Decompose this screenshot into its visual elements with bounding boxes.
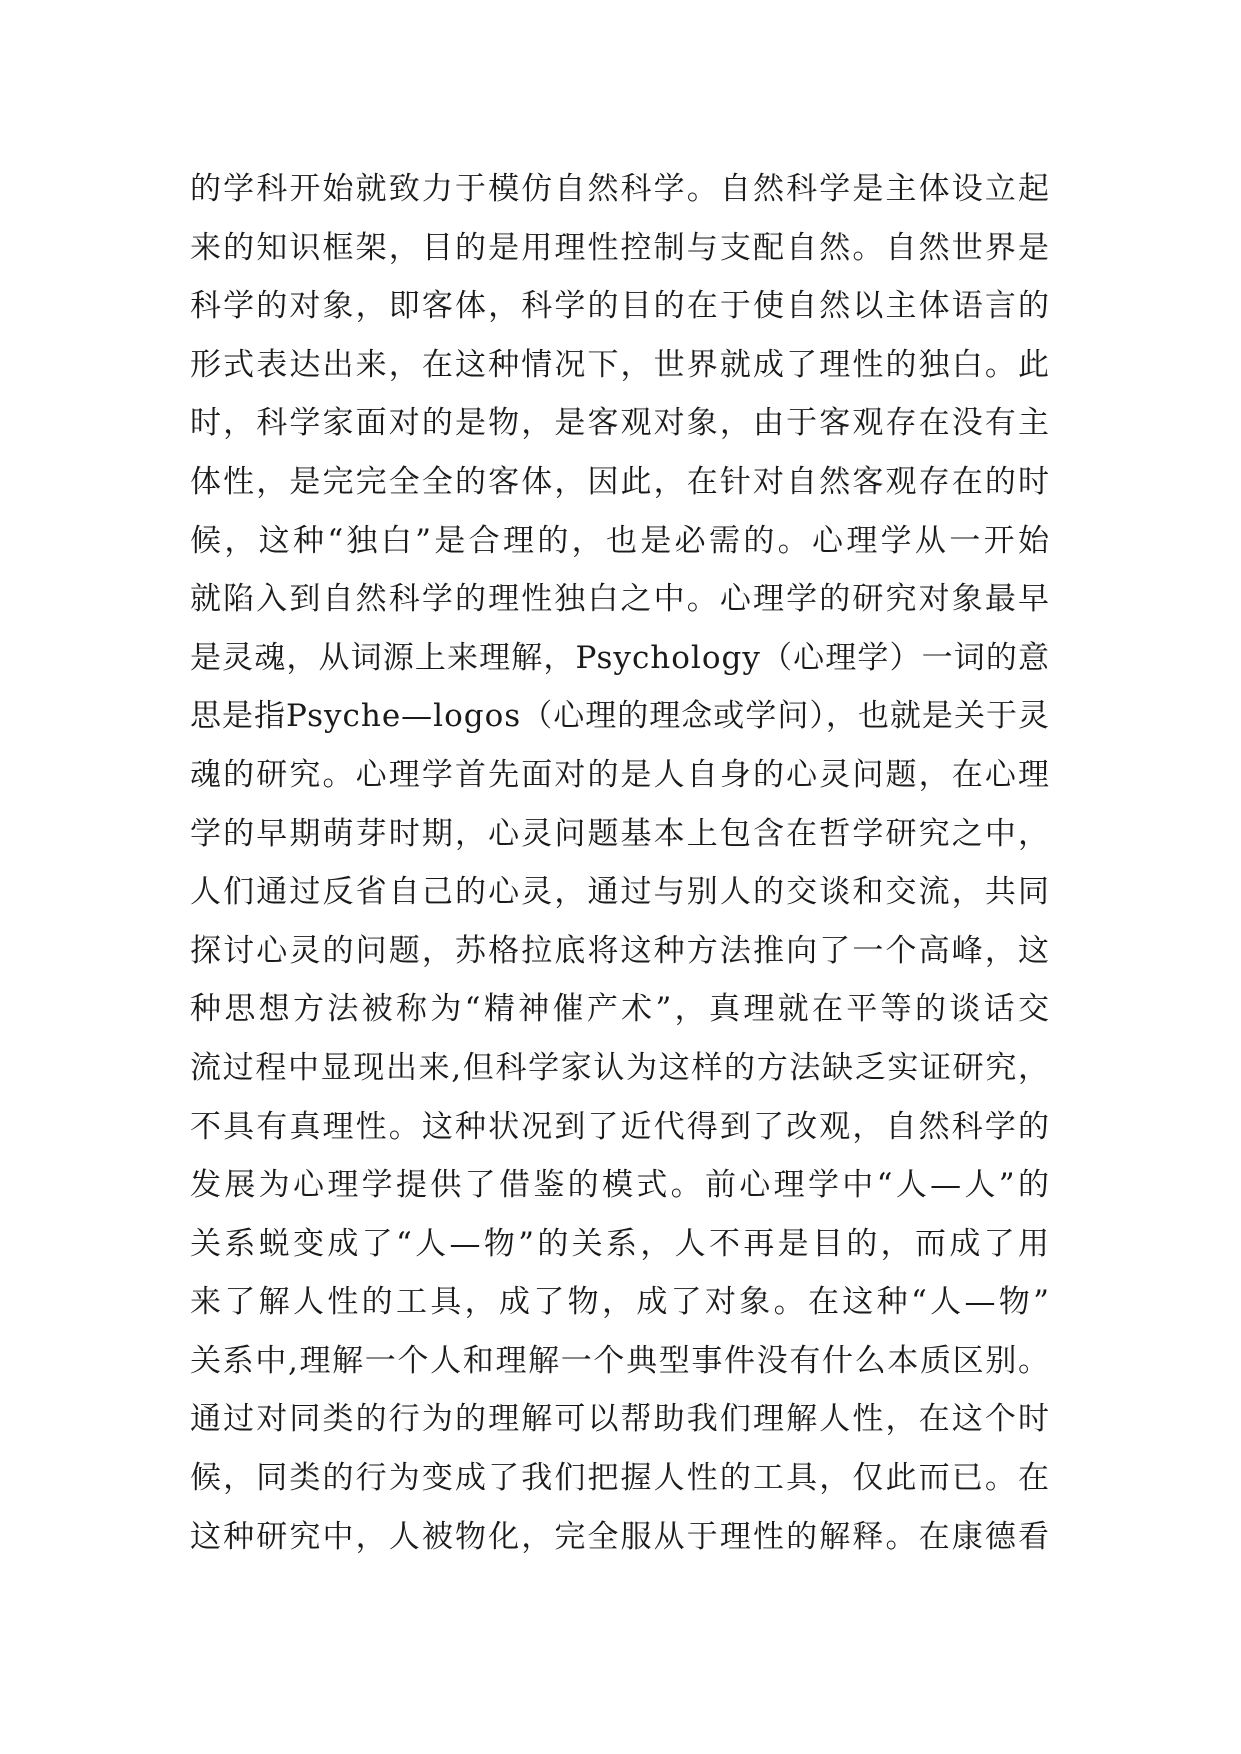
text-line: 候，同类的行为变成了我们把握人性的工具，仅此而已。在: [190, 1460, 1050, 1497]
text-line: 流过程中显现出来,但科学家认为这样的方法缺乏实证研究，: [190, 1049, 1050, 1086]
text-line: 体性，是完完全全的客体，因此，在针对自然客观存在的时: [190, 463, 1050, 500]
text-line: 就陷入到自然科学的理性独白之中。心理学的研究对象最早: [190, 581, 1050, 618]
text-line: 不具有真理性。这种状况到了近代得到了改观，自然科学的: [190, 1108, 1050, 1145]
text-line: 来的知识框架，目的是用理性控制与支配自然。自然世界是: [190, 229, 1050, 266]
text-line: 种思想方法被称为“精神催产术”，真理就在平等的谈话交: [190, 991, 1050, 1028]
text-line: 是灵魂，从词源上来理解，Psychology（心理学）一词的意: [190, 639, 1050, 676]
body-text: [190, 160, 1050, 1566]
text-line: 来了解人性的工具，成了物，成了对象。在这种“人—物”: [190, 1284, 1050, 1321]
text-line: 学的早期萌芽时期，心灵问题基本上包含在哲学研究之中，: [190, 815, 1050, 852]
text-line: 形式表达出来，在这种情况下，世界就成了理性的独白。此: [190, 346, 1050, 383]
text-line: 这种研究中，人被物化，完全服从于理性的解释。在康德看: [190, 1518, 1050, 1555]
text-line: 时，科学家面对的是物，是客观对象，由于客观存在没有主: [190, 405, 1050, 442]
text-line: 思是指Psyche—logos（心理的理念或学问），也就是关于灵: [190, 698, 1050, 735]
text-line: 科学的对象，即客体，科学的目的在于使自然以主体语言的: [190, 288, 1050, 325]
text-line: 发展为心理学提供了借鉴的模式。前心理学中“人—人”的: [190, 1167, 1050, 1204]
text-line: 魂的研究。心理学首先面对的是人自身的心灵问题，在心理: [190, 756, 1050, 793]
text-line: 人们通过反省自己的心灵，通过与别人的交谈和交流，共同: [190, 874, 1050, 911]
text-line: 探讨心灵的问题，苏格拉底将这种方法推向了一个高峰，这: [190, 932, 1050, 969]
text-line: 候，这种“独白”是合理的，也是必需的。心理学从一开始: [190, 522, 1050, 559]
text-line: 通过对同类的行为的理解可以帮助我们理解人性，在这个时: [190, 1401, 1050, 1438]
text-line: 的学科开始就致力于模仿自然科学。自然科学是主体设立起: [190, 171, 1050, 207]
text-line: 关系中,理解一个人和理解一个典型事件没有什么本质区别。: [190, 1342, 1050, 1379]
text-line: 关系蜕变成了“人—物”的关系，人不再是目的，而成了用: [190, 1225, 1050, 1262]
